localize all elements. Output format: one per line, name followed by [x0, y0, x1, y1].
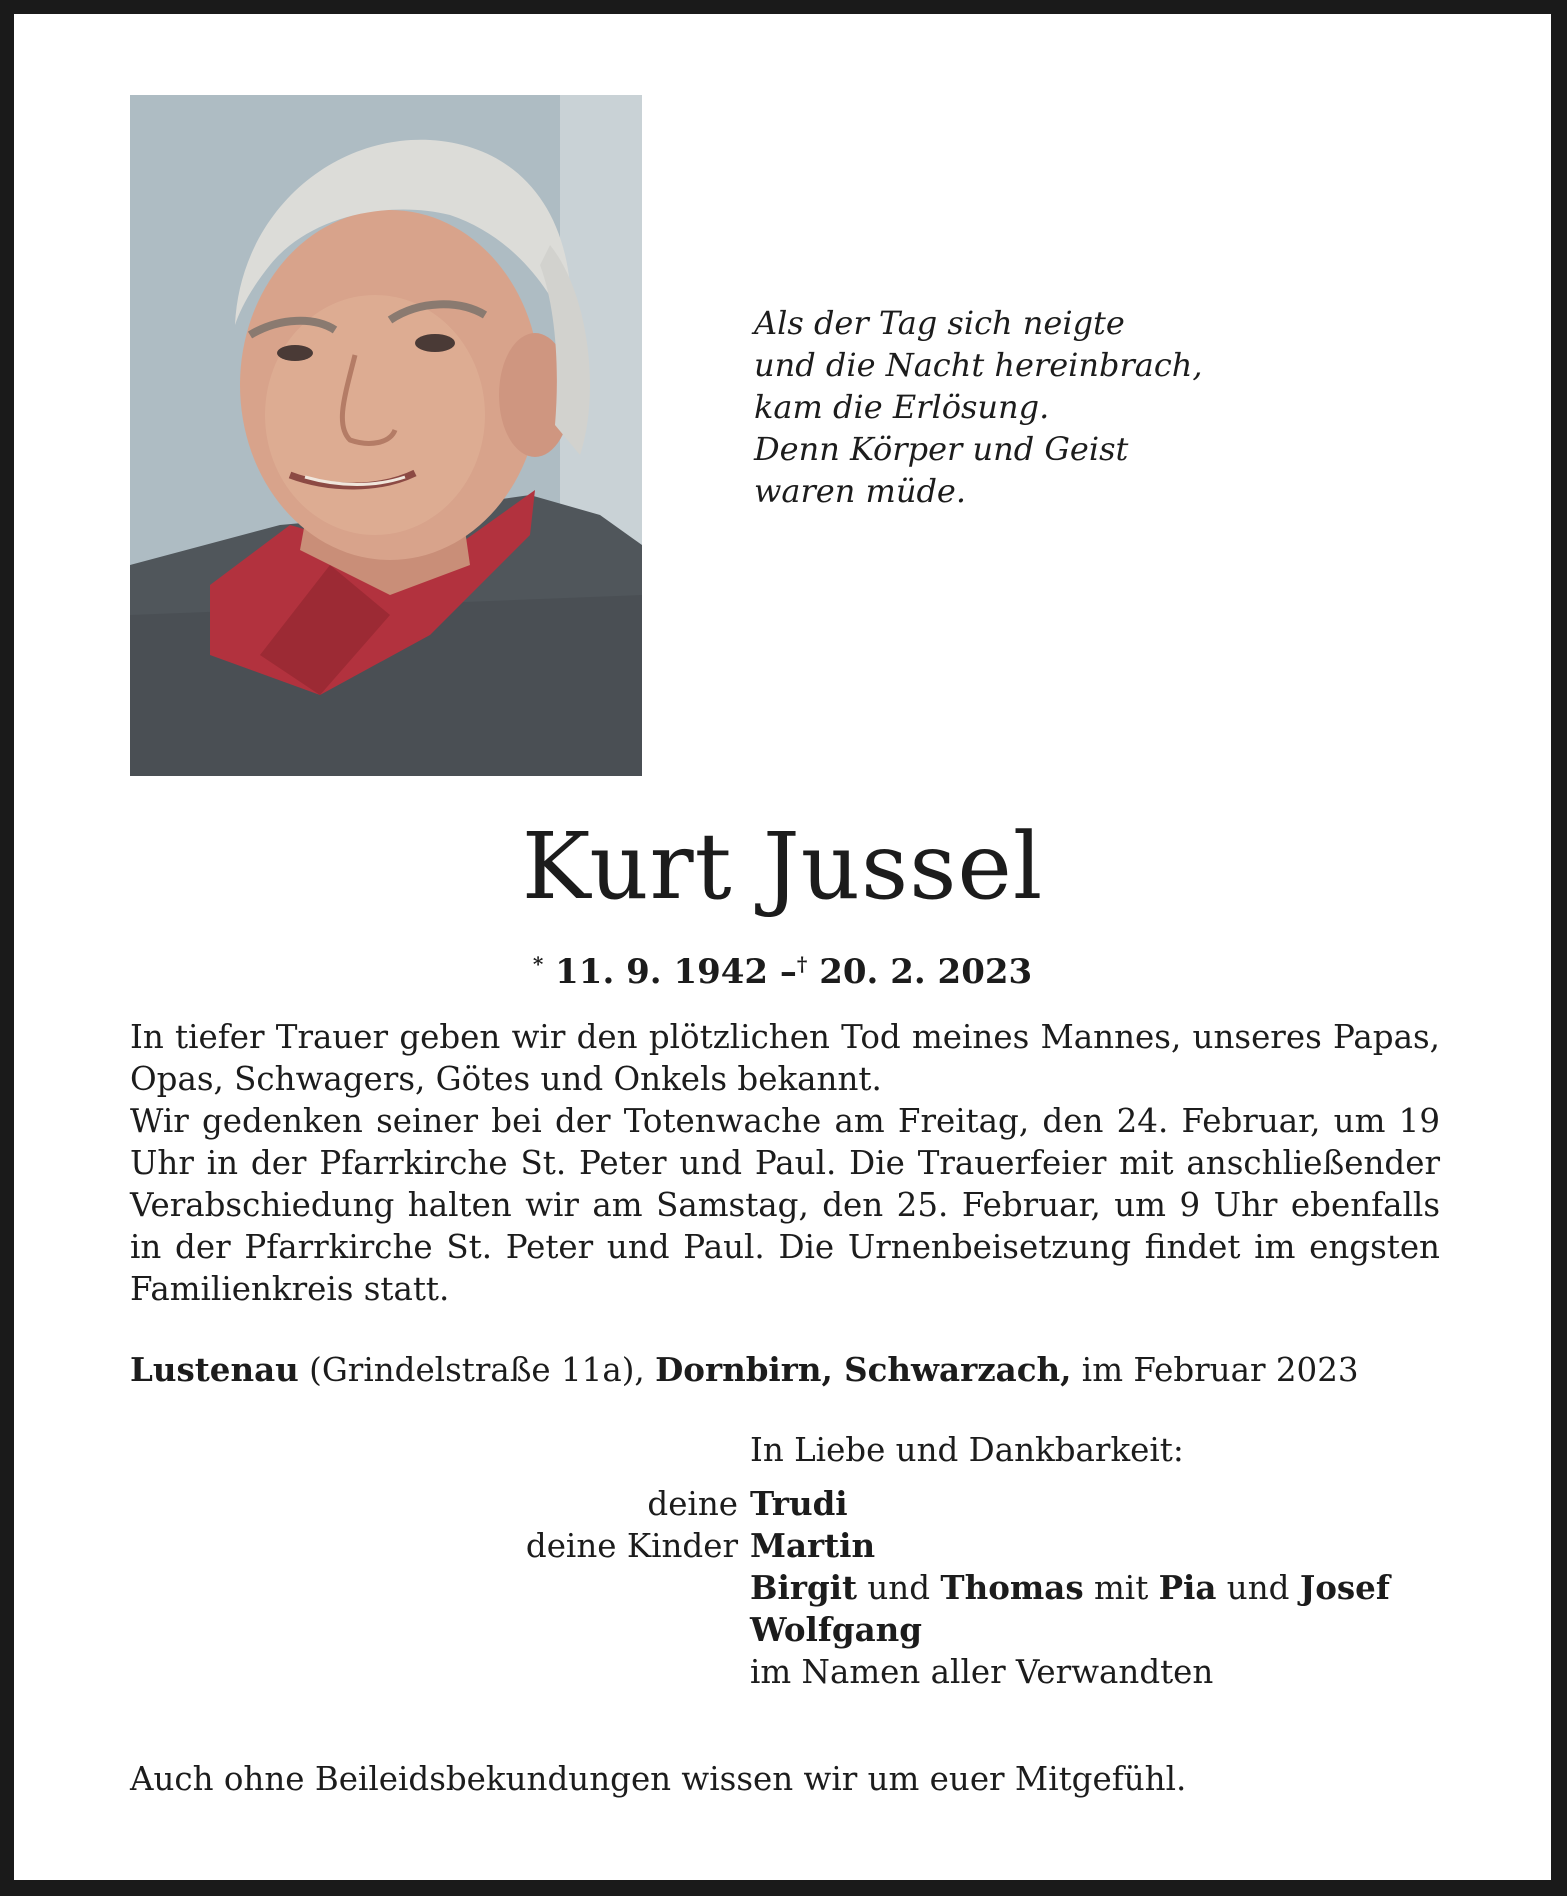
wife-name: Trudi — [750, 1484, 848, 1523]
signature-children-row — [130, 1525, 1470, 1567]
birth-symbol: * — [532, 952, 544, 976]
relatives-note: im Namen aller Verwandten — [750, 1653, 1214, 1691]
date-separator: – — [779, 952, 797, 992]
announcement-paragraph: Wir gedenken seiner bei der Totenwache am Freitag, den 24. Februar, um 19 Uhr in der Pfarrkirche St. Peter und Paul. Die Trauerfeier mit anschließender Verabschiedung halten wir am Samstag, den 25. Februar, um 9 Uhr ebenfalls in der Pfarrkirche St. Peter und Paul. Die Urnenbeisetzung findet im engsten Familienkreis statt. — [130, 1102, 1440, 1308]
grandchild-name: Josef — [1299, 1568, 1390, 1607]
conjunction: und — [1226, 1569, 1290, 1607]
child-name: Wolfgang — [750, 1610, 922, 1649]
poem-line: und die Nacht hereinbrach, — [754, 346, 1203, 384]
wife-label: deine — [647, 1485, 738, 1523]
death-symbol: † — [796, 952, 808, 976]
signature-wife-row — [130, 1483, 1470, 1525]
poem-line: Als der Tag sich neigte — [754, 304, 1125, 342]
obituary-page — [14, 14, 1551, 1880]
children-label: deine Kinder — [525, 1527, 738, 1565]
conjunction: und — [867, 1569, 931, 1607]
place-town: Lustenau — [130, 1350, 299, 1389]
announcement-text — [130, 1016, 1440, 1310]
place-towns: Dornbirn, Schwarzach, — [655, 1350, 1072, 1389]
child-name: Birgit — [750, 1568, 858, 1607]
announcement-paragraph: In tiefer Trauer geben wir den plötzlichen Tod meines Mannes, unseres Papas, Opas, Schwagers, Götes und Onkels bekannt. — [130, 1018, 1440, 1098]
poem-verse — [754, 302, 1314, 512]
birth-date: 11. 9. 1942 — [555, 952, 769, 992]
grandchild-name: Pia — [1158, 1568, 1217, 1607]
death-date: 20. 2. 2023 — [819, 952, 1033, 992]
poem-line: Denn Körper und Geist — [754, 430, 1129, 468]
poem-line: kam die Erlösung. — [754, 388, 1050, 426]
place-address: (Grindelstraße 11a), — [309, 1351, 645, 1389]
signature-family-row — [130, 1567, 1470, 1609]
signature-block — [130, 1429, 1470, 1693]
closing-note: Auch ohne Beileidsbekundungen wissen wir um euer Mitgefühl. — [130, 1760, 1187, 1798]
signature-relatives-row — [130, 1651, 1470, 1693]
place-date: im Februar 2023 — [1081, 1351, 1359, 1389]
portrait-photo — [130, 95, 642, 776]
place-date-line — [130, 1349, 1470, 1391]
deceased-name: Kurt Jussel — [521, 813, 1044, 920]
portrait-image — [130, 95, 642, 776]
life-dates — [14, 942, 1551, 994]
signature-intro-row — [130, 1429, 1470, 1471]
child-name: Martin — [750, 1526, 876, 1565]
conjunction: mit — [1093, 1569, 1149, 1607]
signature-intro: In Liebe und Dankbarkeit: — [750, 1431, 1184, 1469]
signature-child3-row — [130, 1609, 1470, 1651]
partner-name: Thomas — [940, 1568, 1084, 1607]
poem-line: waren müde. — [754, 472, 967, 510]
